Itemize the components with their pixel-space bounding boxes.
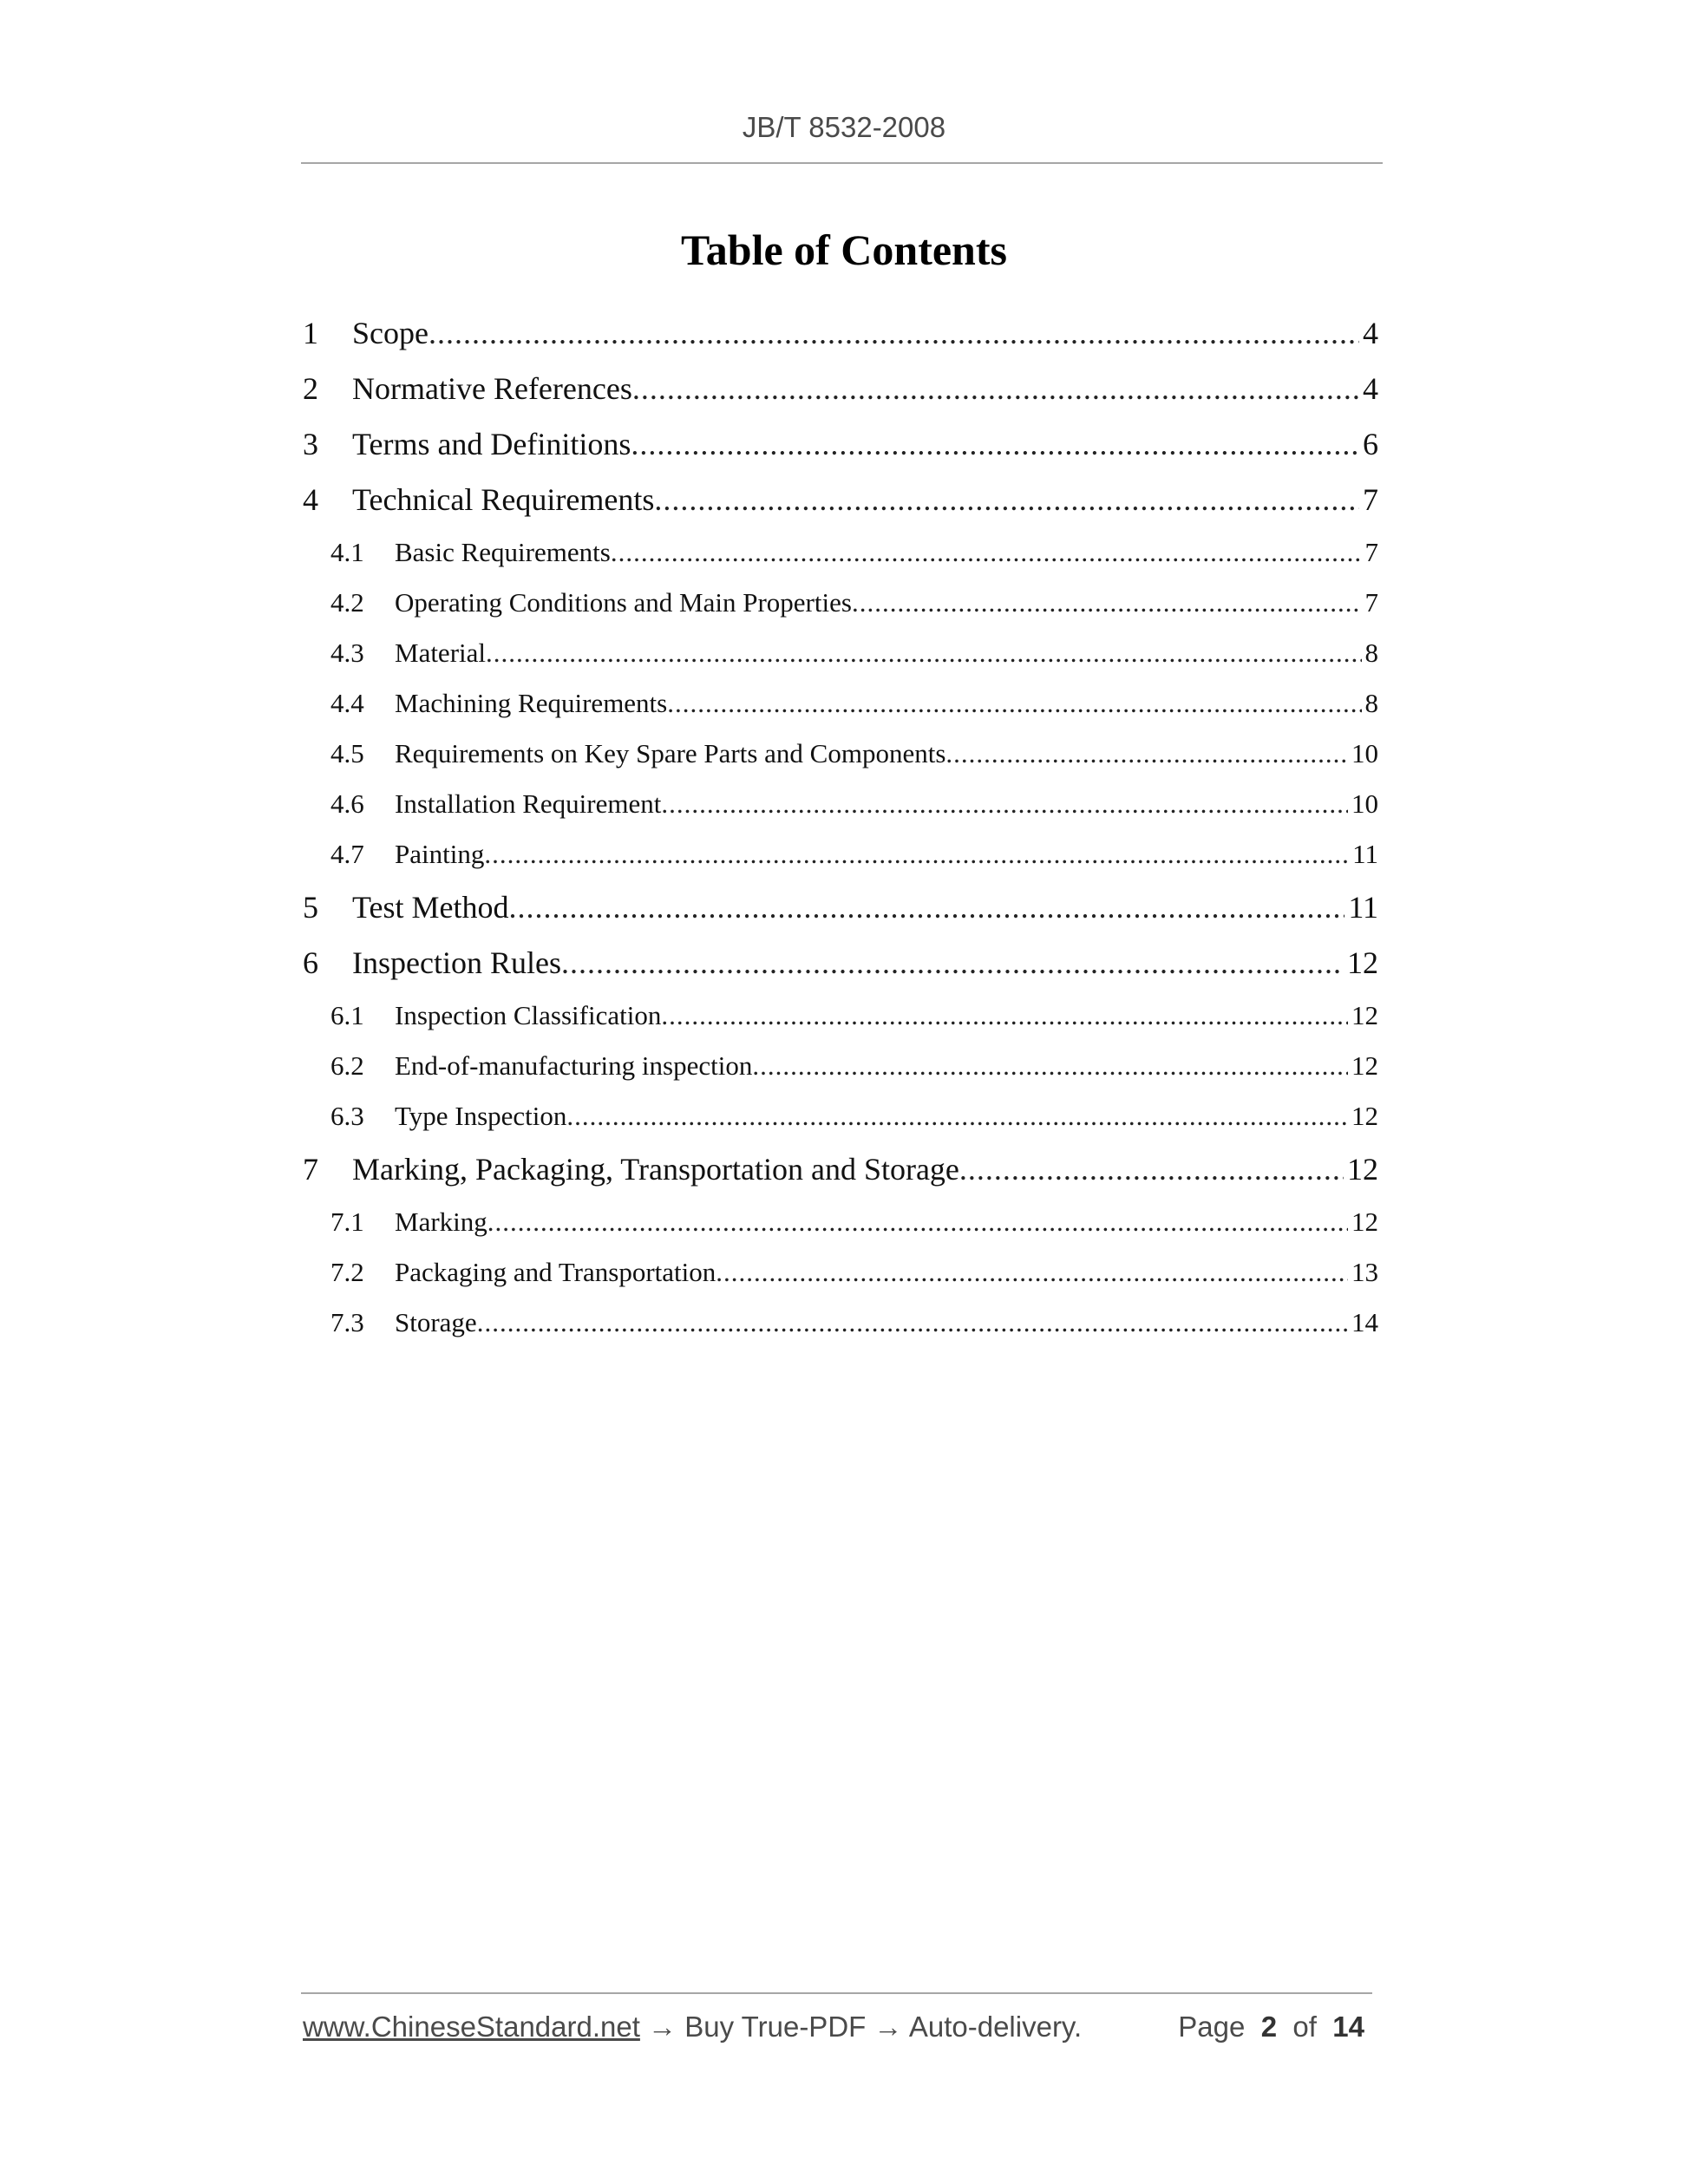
- toc-entry-page: 7: [1364, 537, 1378, 567]
- toc-entry[interactable]: [301, 1247, 1378, 1298]
- toc-entry-page: 6: [1363, 427, 1378, 461]
- toc-entry-number: 1: [303, 316, 318, 350]
- toc-entry-label: Operating Conditions and Main Properties: [395, 587, 852, 618]
- toc-entry-page: 14: [1351, 1307, 1378, 1337]
- toc-entry-page: 12: [1351, 1000, 1378, 1030]
- toc-entry[interactable]: [301, 1298, 1378, 1348]
- toc-entry-number: 3: [303, 427, 318, 461]
- page-current: 2: [1260, 2011, 1278, 2043]
- toc-dot-leader: [631, 416, 1359, 472]
- toc-entry-label: Basic Requirements: [395, 537, 611, 567]
- toc-dot-leader: [661, 991, 1348, 1041]
- toc-entry-label: Terms and Definitions: [352, 427, 631, 461]
- toc-entry-page: 12: [1351, 1050, 1378, 1081]
- toc-entry-label: Requirements on Key Spare Parts and Components: [395, 738, 946, 768]
- toc-entry-label: Type Inspection: [395, 1101, 567, 1131]
- toc-entry-number: 4.3: [330, 638, 364, 668]
- toc-entry[interactable]: [301, 829, 1378, 879]
- site-link[interactable]: www.ChineseStandard.net: [303, 2011, 640, 2043]
- toc-entry-page: 7: [1364, 587, 1378, 618]
- toc-entry-number: 4: [303, 482, 318, 517]
- page-indicator: [1178, 2011, 1364, 2043]
- toc-entry[interactable]: [301, 527, 1378, 578]
- footer-promo: [303, 2011, 1082, 2043]
- toc-entry[interactable]: [301, 1041, 1378, 1091]
- toc-entry-number: 2: [303, 371, 318, 406]
- toc-dot-leader: [632, 361, 1359, 416]
- page-total: 14: [1332, 2011, 1364, 2043]
- toc-entry[interactable]: [301, 1091, 1378, 1141]
- toc-dot-leader: [752, 1041, 1348, 1091]
- toc-entry-label: Painting: [395, 839, 485, 869]
- toc-entry-number: 6.2: [330, 1050, 364, 1081]
- toc-dot-leader: [486, 628, 1361, 678]
- toc-entry-label: Test Method: [352, 890, 509, 925]
- toc-entry-number: 6: [303, 945, 318, 980]
- toc-dot-leader: [661, 779, 1348, 829]
- arrow-icon: →: [648, 2011, 677, 2043]
- toc-dot-leader: [959, 1141, 1344, 1197]
- toc-entry-page: 12: [1351, 1101, 1378, 1131]
- toc-dot-leader: [484, 829, 1349, 879]
- toc-entry[interactable]: [301, 991, 1378, 1041]
- footer-divider: [301, 1992, 1372, 1994]
- toc-entry-label: End-of-manufacturing inspection: [395, 1050, 753, 1081]
- toc-dot-leader: [852, 578, 1362, 628]
- header-divider: [301, 162, 1383, 164]
- toc-dot-leader: [477, 1298, 1348, 1348]
- toc-dot-leader: [716, 1247, 1348, 1298]
- toc-entry-page: 12: [1347, 1152, 1378, 1187]
- toc-entry-page: 11: [1348, 890, 1378, 925]
- toc-entry-page: 13: [1351, 1257, 1378, 1287]
- toc-entry-page: 8: [1364, 638, 1378, 668]
- toc-entry-number: 4.2: [330, 587, 364, 618]
- toc-entry-label: Technical Requirements: [352, 482, 655, 517]
- toc-entry[interactable]: [301, 305, 1378, 361]
- toc-entry-page: 10: [1351, 738, 1378, 768]
- toc-entry[interactable]: [301, 1197, 1378, 1247]
- toc-entry-label: Storage: [395, 1307, 477, 1337]
- toc-dot-leader: [611, 527, 1362, 578]
- toc-entry-label: Machining Requirements: [395, 688, 668, 718]
- toc-entry-label: Scope: [352, 316, 429, 350]
- toc-entry-number: 5: [303, 890, 318, 925]
- toc-entry[interactable]: [301, 472, 1378, 527]
- toc-dot-leader: [654, 472, 1359, 527]
- toc-entry-page: 4: [1363, 371, 1378, 406]
- toc-entry[interactable]: [301, 361, 1378, 416]
- toc-entry-number: 7.1: [330, 1206, 364, 1237]
- toc-entry-number: 4.5: [330, 738, 364, 768]
- toc-entry-label: Installation Requirement: [395, 788, 662, 819]
- buy-text: Buy True-PDF: [684, 2011, 867, 2043]
- delivery-text: Auto-delivery.: [908, 2011, 1083, 2043]
- toc-dot-leader: [487, 1197, 1348, 1247]
- toc-entry-label: Marking, Packaging, Transportation and Storage: [352, 1152, 959, 1187]
- toc-entry-label: Normative References: [352, 371, 632, 406]
- toc-entry-page: 12: [1347, 945, 1378, 980]
- toc-entry-page: 10: [1351, 788, 1378, 819]
- page-word: Page: [1178, 2011, 1246, 2043]
- toc-entry-label: Inspection Classification: [395, 1000, 662, 1030]
- toc-dot-leader: [508, 879, 1345, 935]
- toc-entry-number: 7.3: [330, 1307, 364, 1337]
- toc-entry-number: 4.6: [330, 788, 364, 819]
- toc-dot-leader: [561, 935, 1344, 991]
- toc-entry-page: 8: [1364, 688, 1378, 718]
- toc-dot-leader: [667, 678, 1361, 729]
- toc-entry[interactable]: [301, 935, 1378, 991]
- toc-entry[interactable]: [301, 628, 1378, 678]
- toc-entry[interactable]: [301, 879, 1378, 935]
- toc-entry[interactable]: [301, 416, 1378, 472]
- toc-entry[interactable]: [301, 1141, 1378, 1197]
- toc-entry-number: 4.4: [330, 688, 364, 718]
- toc-entry-page: 4: [1363, 316, 1378, 350]
- toc-entry[interactable]: [301, 578, 1378, 628]
- toc-entry-number: 4.1: [330, 537, 364, 567]
- document-code: JB/T 8532-2008: [742, 111, 946, 143]
- toc-entry[interactable]: [301, 678, 1378, 729]
- toc-entry-label: Packaging and Transportation: [395, 1257, 716, 1287]
- toc-entry-label: Inspection Rules: [352, 945, 561, 980]
- of-word: of: [1292, 2011, 1317, 2043]
- toc-dot-leader: [429, 305, 1359, 361]
- toc-entry-label: Marking: [395, 1206, 487, 1237]
- toc-entry-number: 4.7: [330, 839, 364, 869]
- toc-entry-page: 12: [1351, 1206, 1378, 1237]
- toc-entry-page: 7: [1363, 482, 1378, 517]
- toc-entry-number: 7: [303, 1152, 318, 1187]
- toc-entry-label: Material: [395, 638, 487, 668]
- toc-entry[interactable]: [301, 779, 1378, 829]
- toc-dot-leader: [566, 1091, 1348, 1141]
- page-footer: [303, 2011, 1375, 2049]
- toc-entry[interactable]: [301, 729, 1378, 779]
- toc-entry-number: 6.1: [330, 1000, 364, 1030]
- arrow-icon: →: [873, 2011, 903, 2043]
- toc-entry-number: 7.2: [330, 1257, 364, 1287]
- toc-dot-leader: [945, 729, 1348, 779]
- toc-entry-number: 6.3: [330, 1101, 364, 1131]
- toc-entry-page: 11: [1352, 839, 1378, 869]
- toc-title: Table of Contents: [681, 226, 1007, 274]
